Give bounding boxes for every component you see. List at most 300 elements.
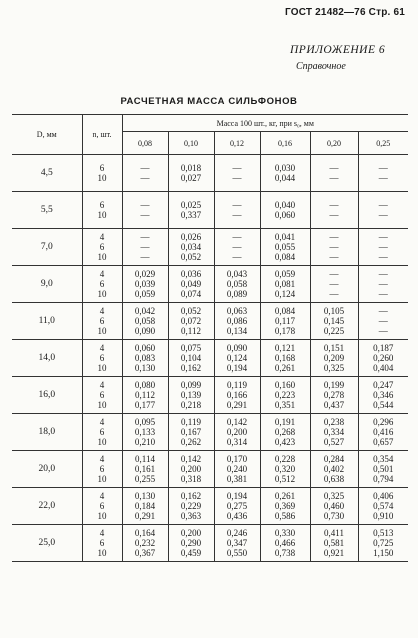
count-value: 6	[99, 464, 105, 474]
diameter-cell: 14,0	[12, 340, 82, 377]
mass-value: 0,337	[180, 210, 202, 220]
table-row	[12, 229, 408, 266]
mass-value: 0,325	[323, 491, 345, 501]
mass-cell	[168, 192, 214, 229]
mass-value: 0,124	[226, 353, 248, 363]
table-row	[12, 451, 408, 488]
count-value: 6	[99, 427, 105, 437]
mass-value: 0,145	[323, 316, 345, 326]
mass-value: 0,083	[134, 353, 156, 363]
mass-value: 0,117	[275, 316, 295, 326]
mass-value: 0,036	[180, 269, 202, 279]
count-cell	[82, 451, 122, 488]
count-value: 6	[99, 163, 105, 173]
count-value: 4	[99, 417, 105, 427]
mass-value: 0,330	[274, 528, 296, 538]
mass-value: 0,030	[274, 163, 296, 173]
mass-value: 0,191	[274, 417, 296, 427]
mass-value: 0,261	[274, 363, 296, 373]
mass-value: 0,347	[226, 538, 248, 548]
diameter-cell: 5,5	[12, 192, 82, 229]
mass-value: —	[329, 242, 339, 252]
mass-value: 0,278	[323, 390, 345, 400]
mass-cell	[168, 414, 214, 451]
mass-cell	[122, 229, 168, 266]
mass-value: 0,240	[226, 464, 248, 474]
mass-value: 0,406	[373, 491, 394, 501]
count-value: 4	[99, 269, 105, 279]
appendix-title: ПРИЛОЖЕНИЕ 6	[290, 44, 386, 56]
mass-value: 0,246	[226, 528, 248, 538]
column-header-diameter: D, мм	[12, 115, 82, 155]
count-value: 4	[99, 306, 105, 316]
count-value: 6	[99, 316, 105, 326]
mass-value: 0,049	[180, 279, 202, 289]
mass-cell	[260, 377, 310, 414]
mass-cell	[358, 340, 408, 377]
mass-value: —	[378, 326, 388, 336]
mass-value: —	[329, 279, 339, 289]
mass-value: —	[140, 252, 150, 262]
count-cell	[82, 340, 122, 377]
column-header-thickness: 0,08	[122, 132, 168, 155]
mass-value: 0,318	[180, 474, 202, 484]
mass-value: 0,167	[180, 427, 202, 437]
mass-value: 0,105	[323, 306, 345, 316]
mass-value: 0,402	[323, 464, 345, 474]
count-value: 6	[99, 353, 105, 363]
mass-cell	[122, 488, 168, 525]
mass-value: —	[232, 242, 242, 252]
mass-cell	[310, 155, 358, 192]
mass-value: 0,059	[134, 289, 156, 299]
mass-value: 0,369	[274, 501, 296, 511]
column-header-thickness: 0,16	[260, 132, 310, 155]
mass-value: 0,034	[180, 242, 202, 252]
mass-value: 0,730	[323, 511, 345, 521]
mass-value: 0,161	[134, 464, 156, 474]
mass-value: 0,657	[373, 437, 394, 447]
mass-value: 0,164	[134, 528, 156, 538]
mass-value: 0,170	[226, 454, 248, 464]
mass-cell	[214, 525, 260, 562]
mass-value: 0,261	[274, 491, 296, 501]
mass-value: —	[378, 200, 388, 210]
mass-value: 0,177	[134, 400, 156, 410]
mass-value: 0,512	[274, 474, 296, 484]
mass-value: —	[378, 163, 388, 173]
count-value: 6	[99, 279, 105, 289]
mass-value: 0,081	[274, 279, 296, 289]
mass-cell	[310, 525, 358, 562]
mass-value: 0,090	[226, 343, 248, 353]
mass-value: 0,255	[134, 474, 156, 484]
mass-cell	[358, 451, 408, 488]
mass-value: 0,041	[274, 232, 296, 242]
mass-value: —	[232, 252, 242, 262]
mass-value: —	[140, 210, 150, 220]
diameter-cell: 20,0	[12, 451, 82, 488]
mass-value: 0,052	[180, 306, 202, 316]
count-value: 6	[99, 538, 105, 548]
mass-cell	[122, 155, 168, 192]
mass-value: 0,112	[181, 326, 201, 336]
column-header-thickness: 0,25	[358, 132, 408, 155]
count-value: 10	[97, 548, 107, 558]
mass-value: —	[378, 252, 388, 262]
mass-value: 0,544	[373, 400, 394, 410]
table-row	[12, 525, 408, 562]
mass-value: —	[232, 173, 242, 183]
mass-value: 0,194	[226, 363, 248, 373]
mass-value: 0,229	[180, 501, 202, 511]
mass-cell	[214, 414, 260, 451]
mass-value: —	[232, 210, 242, 220]
mass-cell	[310, 192, 358, 229]
count-value: 6	[99, 200, 105, 210]
mass-value: 0,581	[323, 538, 345, 548]
count-cell	[82, 192, 122, 229]
mass-value: 0,090	[134, 326, 156, 336]
mass-value: 0,199	[323, 380, 345, 390]
mass-value: —	[140, 232, 150, 242]
mass-value: 0,059	[274, 269, 296, 279]
mass-value: 0,139	[180, 390, 202, 400]
mass-cell	[358, 192, 408, 229]
mass-value: 0,354	[373, 454, 394, 464]
mass-value: 0,423	[274, 437, 296, 447]
mass-cell	[122, 414, 168, 451]
mass-value: 0,121	[274, 343, 296, 353]
column-header-count: n, шт.	[82, 115, 122, 155]
mass-cell	[260, 414, 310, 451]
count-value: 4	[99, 380, 105, 390]
count-value: 10	[97, 363, 107, 373]
mass-value: 0,043	[226, 269, 248, 279]
mass-cell	[168, 229, 214, 266]
table-title: РАСЧЕТНАЯ МАССА СИЛЬФОНОВ	[120, 96, 298, 107]
mass-value: 0,527	[323, 437, 345, 447]
mass-value: 0,084	[274, 306, 296, 316]
mass-value: 0,142	[226, 417, 248, 427]
mass-value: —	[232, 163, 242, 173]
table-row	[12, 192, 408, 229]
count-value: 4	[99, 528, 105, 538]
mass-cell	[168, 451, 214, 488]
mass-value: 0,284	[323, 454, 345, 464]
mass-value: 0,200	[180, 464, 202, 474]
mass-value: —	[378, 316, 388, 326]
mass-cell	[260, 488, 310, 525]
mass-value: 0,346	[373, 390, 394, 400]
mass-value: —	[378, 232, 388, 242]
count-cell	[82, 229, 122, 266]
mass-value: 0,130	[134, 363, 156, 373]
mass-value: 0,910	[373, 511, 394, 521]
mass-value: 0,260	[373, 353, 394, 363]
diameter-cell: 7,0	[12, 229, 82, 266]
mass-value: 0,210	[134, 437, 156, 447]
count-value: 6	[99, 501, 105, 511]
mass-value: 0,228	[274, 454, 296, 464]
mass-value: —	[140, 173, 150, 183]
mass-value: —	[378, 289, 388, 299]
mass-value: —	[329, 232, 339, 242]
count-value: 10	[97, 511, 107, 521]
mass-value: —	[378, 279, 388, 289]
diameter-cell: 4,5	[12, 155, 82, 192]
mass-value: 0,072	[180, 316, 202, 326]
mass-cell	[260, 303, 310, 340]
mass-cell	[214, 155, 260, 192]
mass-cell	[358, 414, 408, 451]
mass-cell	[214, 340, 260, 377]
mass-value: —	[232, 200, 242, 210]
mass-value: 0,404	[373, 363, 394, 373]
mass-value: 0,466	[274, 538, 296, 548]
mass-value: 0,262	[180, 437, 202, 447]
mass-cell	[214, 266, 260, 303]
mass-cell	[168, 266, 214, 303]
mass-cell	[310, 303, 358, 340]
mass-value: 0,112	[135, 390, 155, 400]
mass-value: 0,162	[180, 491, 202, 501]
mass-value: 0,247	[373, 380, 394, 390]
mass-value: 0,320	[274, 464, 296, 474]
mass-value: —	[329, 163, 339, 173]
mass-value: 0,460	[323, 501, 345, 511]
mass-value: 0,042	[134, 306, 156, 316]
mass-value: 0,200	[226, 427, 248, 437]
mass-value: —	[378, 269, 388, 279]
mass-value: 0,291	[134, 511, 156, 521]
mass-value: 0,314	[226, 437, 248, 447]
mass-value: 0,586	[274, 511, 296, 521]
table-row	[12, 414, 408, 451]
count-cell	[82, 377, 122, 414]
mass-cell	[260, 192, 310, 229]
mass-value: —	[378, 210, 388, 220]
bellows-mass-table	[12, 114, 408, 562]
mass-cell	[214, 229, 260, 266]
mass-value: 0,055	[274, 242, 296, 252]
mass-value: 0,325	[323, 363, 345, 373]
mass-value: 0,160	[274, 380, 296, 390]
mass-value: 0,052	[180, 252, 202, 262]
table-row	[12, 340, 408, 377]
count-value: 10	[97, 210, 107, 220]
mass-value: 0,416	[373, 427, 394, 437]
mass-cell	[260, 525, 310, 562]
mass-cell	[168, 525, 214, 562]
mass-value: —	[378, 306, 388, 316]
mass-value: 0,095	[134, 417, 156, 427]
count-value: 10	[97, 289, 107, 299]
mass-value: 0,194	[226, 491, 248, 501]
mass-cell	[214, 377, 260, 414]
mass-value: 0,638	[323, 474, 345, 484]
count-cell	[82, 414, 122, 451]
mass-value: 0,063	[226, 306, 248, 316]
mass-value: 0,291	[226, 400, 248, 410]
diameter-cell: 18,0	[12, 414, 82, 451]
mass-value: 0,187	[373, 343, 394, 353]
mass-value: 0,501	[373, 464, 394, 474]
mass-value: 0,086	[226, 316, 248, 326]
mass-cell	[168, 340, 214, 377]
mass-value: 0,725	[373, 538, 394, 548]
mass-value: 0,381	[226, 474, 248, 484]
count-value: 6	[99, 390, 105, 400]
mass-value: 0,039	[134, 279, 156, 289]
mass-value: 0,367	[134, 548, 156, 558]
mass-cell	[358, 525, 408, 562]
mass-value: 0,290	[180, 538, 202, 548]
mass-value: —	[378, 242, 388, 252]
mass-value: 0,027	[180, 173, 202, 183]
mass-value: 0,223	[274, 390, 296, 400]
mass-value: 0,114	[135, 454, 155, 464]
mass-value: 0,075	[180, 343, 202, 353]
mass-value: —	[232, 232, 242, 242]
mass-value: 0,029	[134, 269, 156, 279]
mass-value: 0,232	[134, 538, 156, 548]
mass-cell	[122, 451, 168, 488]
mass-value: 0,436	[226, 511, 248, 521]
mass-cell	[122, 340, 168, 377]
mass-value: 0,178	[274, 326, 296, 336]
mass-cell	[168, 377, 214, 414]
mass-value: 1,150	[373, 548, 394, 558]
mass-value: 0,018	[180, 163, 202, 173]
mass-cell	[260, 451, 310, 488]
mass-value: 0,550	[226, 548, 248, 558]
count-cell	[82, 303, 122, 340]
mass-cell	[310, 488, 358, 525]
mass-value: 0,411	[324, 528, 344, 538]
mass-value: 0,026	[180, 232, 202, 242]
count-value: 4	[99, 491, 105, 501]
mass-value: 0,058	[226, 279, 248, 289]
mass-cell	[214, 451, 260, 488]
mass-cell	[214, 488, 260, 525]
mass-value: 0,268	[274, 427, 296, 437]
mass-cell	[122, 525, 168, 562]
mass-cell	[168, 155, 214, 192]
mass-value: —	[329, 200, 339, 210]
mass-value: 0,133	[134, 427, 156, 437]
mass-value: 0,209	[323, 353, 345, 363]
column-header-thickness: 0,10	[168, 132, 214, 155]
mass-value: 0,921	[323, 548, 345, 558]
mass-value: 0,275	[226, 501, 248, 511]
mass-cell	[260, 340, 310, 377]
diameter-cell: 9,0	[12, 266, 82, 303]
mass-cell	[358, 303, 408, 340]
mass-value: —	[329, 289, 339, 299]
column-header-thickness: 0,12	[214, 132, 260, 155]
mass-value: 0,151	[323, 343, 345, 353]
mass-value: 0,119	[227, 380, 247, 390]
mass-value: —	[378, 173, 388, 183]
count-value: 4	[99, 232, 105, 242]
count-value: 4	[99, 343, 105, 353]
diameter-cell: 16,0	[12, 377, 82, 414]
mass-value: —	[329, 210, 339, 220]
mass-value: 0,200	[180, 528, 202, 538]
mass-cell	[122, 192, 168, 229]
mass-cell	[168, 488, 214, 525]
mass-value: 0,084	[274, 252, 296, 262]
mass-value: 0,074	[180, 289, 202, 299]
count-value: 10	[97, 400, 107, 410]
mass-value: 0,296	[373, 417, 394, 427]
mass-cell	[310, 229, 358, 266]
count-value: 10	[97, 252, 107, 262]
mass-cell	[358, 488, 408, 525]
mass-value: 0,225	[323, 326, 345, 336]
mass-cell	[358, 377, 408, 414]
diameter-cell: 25,0	[12, 525, 82, 562]
mass-value: 0,218	[180, 400, 202, 410]
table-row	[12, 155, 408, 192]
mass-value: 0,459	[180, 548, 202, 558]
mass-value: 0,794	[373, 474, 394, 484]
mass-cell	[260, 229, 310, 266]
mass-cell	[310, 451, 358, 488]
mass-cell	[122, 266, 168, 303]
mass-value: 0,119	[181, 417, 201, 427]
mass-value: —	[329, 269, 339, 279]
mass-value: 0,142	[180, 454, 202, 464]
mass-value: 0,363	[180, 511, 202, 521]
page-header: ГОСТ 21482—76 Стр. 61	[285, 7, 405, 18]
table-row	[12, 488, 408, 525]
mass-cell	[358, 155, 408, 192]
column-group-header-mass: Масса 100 шт., кг, при s₀, мм	[122, 115, 408, 132]
mass-value: —	[329, 252, 339, 262]
mass-value: 0,238	[323, 417, 345, 427]
mass-value: 0,334	[323, 427, 345, 437]
count-cell	[82, 266, 122, 303]
mass-value: 0,058	[134, 316, 156, 326]
mass-cell	[310, 340, 358, 377]
count-value: 6	[99, 242, 105, 252]
mass-value: 0,130	[134, 491, 156, 501]
mass-cell	[310, 414, 358, 451]
mass-value: 0,162	[180, 363, 202, 373]
table-row	[12, 377, 408, 414]
mass-value: —	[329, 173, 339, 183]
mass-value: —	[140, 242, 150, 252]
mass-value: —	[140, 163, 150, 173]
mass-cell	[214, 192, 260, 229]
count-value: 4	[99, 454, 105, 464]
mass-value: 0,574	[373, 501, 394, 511]
mass-value: 0,060	[274, 210, 296, 220]
appendix-subtitle: Справочное	[296, 61, 346, 72]
count-value: 10	[97, 437, 107, 447]
mass-value: 0,134	[226, 326, 248, 336]
mass-value: 0,184	[134, 501, 156, 511]
mass-value: 0,044	[274, 173, 296, 183]
mass-cell	[122, 303, 168, 340]
mass-value: 0,025	[180, 200, 202, 210]
diameter-cell: 11,0	[12, 303, 82, 340]
count-value: 10	[97, 326, 107, 336]
mass-cell	[310, 266, 358, 303]
diameter-cell: 22,0	[12, 488, 82, 525]
